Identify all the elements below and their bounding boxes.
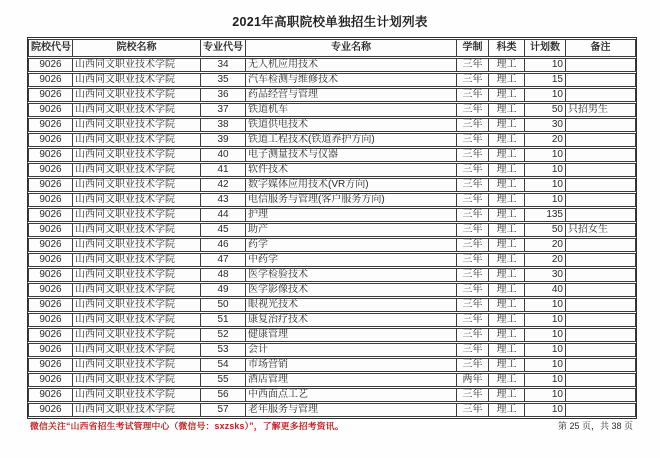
cell-plan-count: 10 <box>525 193 566 207</box>
cell-category: 理工 <box>489 358 525 372</box>
cell-major-name: 无人机应用技术 <box>246 58 457 72</box>
cell-major-code: 43 <box>201 193 246 207</box>
cell-remark <box>566 133 636 147</box>
page-title: 2021年高职院校单独招生计划列表 <box>232 15 428 29</box>
table-body <box>28 58 636 417</box>
cell-category: 理工 <box>489 313 525 327</box>
header-college-code: 院校代号 <box>28 39 73 57</box>
cell-college-name: 山西同文职业技术学院 <box>73 403 201 417</box>
cell-category: 理工 <box>489 58 525 72</box>
cell-major-code: 46 <box>201 238 246 252</box>
cell-college-code: 9026 <box>28 163 73 177</box>
header-major-name: 专业名称 <box>246 39 457 57</box>
cell-category: 理工 <box>489 388 525 402</box>
cell-major-name: 铁道供电技术 <box>246 118 457 132</box>
cell-duration: 三年 <box>457 88 489 102</box>
cell-college-name: 山西同文职业技术学院 <box>73 238 201 252</box>
cell-major-code: 37 <box>201 103 246 117</box>
cell-college-code: 9026 <box>28 178 73 192</box>
cell-college-code: 9026 <box>28 253 73 267</box>
cell-duration: 三年 <box>457 238 489 252</box>
cell-college-name: 山西同文职业技术学院 <box>73 58 201 72</box>
cell-major-code: 38 <box>201 118 246 132</box>
cell-duration: 三年 <box>457 118 489 132</box>
cell-major-code: 40 <box>201 148 246 162</box>
cell-major-code: 45 <box>201 223 246 237</box>
cell-remark <box>566 298 636 312</box>
cell-plan-count: 10 <box>525 373 566 387</box>
table-row <box>28 313 636 327</box>
cell-college-code: 9026 <box>28 373 73 387</box>
cell-remark <box>566 178 636 192</box>
cell-college-name: 山西同文职业技术学院 <box>73 343 201 357</box>
cell-major-name: 医学影像技术 <box>246 283 457 297</box>
table-row <box>28 58 636 72</box>
table-row <box>28 73 636 87</box>
cell-remark <box>566 358 636 372</box>
cell-major-name: 眼视光技术 <box>246 298 457 312</box>
cell-college-name: 山西同文职业技术学院 <box>73 253 201 267</box>
cell-duration: 三年 <box>457 403 489 417</box>
cell-college-name: 山西同文职业技术学院 <box>73 223 201 237</box>
table-row <box>28 388 636 402</box>
cell-major-name: 数字媒体应用技术(VR方向) <box>246 178 457 192</box>
cell-major-code: 50 <box>201 298 246 312</box>
cell-college-code: 9026 <box>28 298 73 312</box>
cell-category: 理工 <box>489 148 525 162</box>
cell-major-name: 药学 <box>246 238 457 252</box>
cell-college-code: 9026 <box>28 328 73 342</box>
cell-college-name: 山西同文职业技术学院 <box>73 358 201 372</box>
cell-plan-count: 20 <box>525 238 566 252</box>
cell-category: 理工 <box>489 163 525 177</box>
header-college-name: 院校名称 <box>73 39 201 57</box>
cell-remark <box>566 148 636 162</box>
cell-plan-count: 10 <box>525 313 566 327</box>
cell-plan-count: 40 <box>525 283 566 297</box>
cell-remark <box>566 373 636 387</box>
header-plan-count: 计划数 <box>525 39 566 57</box>
cell-remark <box>566 163 636 177</box>
cell-college-name: 山西同文职业技术学院 <box>73 178 201 192</box>
table-row <box>28 343 636 357</box>
cell-duration: 三年 <box>457 163 489 177</box>
cell-category: 理工 <box>489 268 525 282</box>
cell-college-code: 9026 <box>28 133 73 147</box>
table-row <box>28 103 636 117</box>
cell-remark: 只招女生 <box>566 223 636 237</box>
cell-plan-count: 20 <box>525 133 566 147</box>
cell-category: 理工 <box>489 178 525 192</box>
cell-duration: 三年 <box>457 133 489 147</box>
cell-remark <box>566 88 636 102</box>
cell-college-name: 山西同文职业技术学院 <box>73 103 201 117</box>
cell-plan-count: 30 <box>525 118 566 132</box>
cell-remark <box>566 193 636 207</box>
cell-college-name: 山西同文职业技术学院 <box>73 268 201 282</box>
cell-major-code: 52 <box>201 328 246 342</box>
cell-college-name: 山西同文职业技术学院 <box>73 148 201 162</box>
cell-college-code: 9026 <box>28 208 73 222</box>
cell-college-name: 山西同文职业技术学院 <box>73 73 201 87</box>
cell-duration: 三年 <box>457 343 489 357</box>
cell-major-code: 55 <box>201 373 246 387</box>
cell-plan-count: 135 <box>525 208 566 222</box>
cell-major-name: 市场营销 <box>246 358 457 372</box>
cell-remark <box>566 388 636 402</box>
table-row <box>28 88 636 102</box>
cell-remark <box>566 313 636 327</box>
cell-duration: 三年 <box>457 193 489 207</box>
cell-plan-count: 10 <box>525 298 566 312</box>
table-row <box>28 358 636 372</box>
cell-major-name: 康复治疗技术 <box>246 313 457 327</box>
cell-college-name: 山西同文职业技术学院 <box>73 283 201 297</box>
cell-remark <box>566 283 636 297</box>
cell-plan-count: 15 <box>525 73 566 87</box>
cell-college-code: 9026 <box>28 403 73 417</box>
cell-plan-count: 10 <box>525 58 566 72</box>
cell-plan-count: 10 <box>525 388 566 402</box>
table-row <box>28 238 636 252</box>
cell-category: 理工 <box>489 118 525 132</box>
cell-college-name: 山西同文职业技术学院 <box>73 133 201 147</box>
table-row <box>28 178 636 192</box>
cell-category: 理工 <box>489 193 525 207</box>
cell-duration: 三年 <box>457 268 489 282</box>
cell-major-name: 电信服务与管理(客户服务方向) <box>246 193 457 207</box>
cell-remark <box>566 253 636 267</box>
cell-plan-count: 10 <box>525 148 566 162</box>
table-row <box>28 133 636 147</box>
cell-college-name: 山西同文职业技术学院 <box>73 118 201 132</box>
cell-category: 理工 <box>489 103 525 117</box>
cell-major-code: 39 <box>201 133 246 147</box>
table-row <box>28 193 636 207</box>
cell-college-code: 9026 <box>28 73 73 87</box>
cell-category: 理工 <box>489 343 525 357</box>
cell-college-name: 山西同文职业技术学院 <box>73 388 201 402</box>
cell-category: 理工 <box>489 373 525 387</box>
table-row <box>28 208 636 222</box>
cell-remark <box>566 118 636 132</box>
cell-college-code: 9026 <box>28 58 73 72</box>
table-row <box>28 118 636 132</box>
table-row <box>28 268 636 282</box>
cell-remark <box>566 58 636 72</box>
cell-major-name: 会计 <box>246 343 457 357</box>
cell-remark <box>566 268 636 282</box>
cell-major-code: 41 <box>201 163 246 177</box>
cell-remark <box>566 343 636 357</box>
cell-major-code: 51 <box>201 313 246 327</box>
cell-category: 理工 <box>489 328 525 342</box>
cell-major-code: 44 <box>201 208 246 222</box>
cell-major-name: 软件技术 <box>246 163 457 177</box>
table-header-row <box>28 39 636 57</box>
cell-college-code: 9026 <box>28 283 73 297</box>
cell-remark <box>566 73 636 87</box>
cell-plan-count: 30 <box>525 268 566 282</box>
cell-college-code: 9026 <box>28 193 73 207</box>
table-row <box>28 403 636 417</box>
cell-plan-count: 20 <box>525 253 566 267</box>
cell-duration: 三年 <box>457 283 489 297</box>
cell-duration: 三年 <box>457 103 489 117</box>
cell-major-code: 49 <box>201 283 246 297</box>
cell-college-code: 9026 <box>28 148 73 162</box>
cell-category: 理工 <box>489 88 525 102</box>
cell-major-name: 中西面点工艺 <box>246 388 457 402</box>
cell-major-name: 铁道机车 <box>246 103 457 117</box>
cell-major-code: 54 <box>201 358 246 372</box>
cell-plan-count: 10 <box>525 163 566 177</box>
table-row <box>28 328 636 342</box>
page-indicator: 第 25 页，共 38 页 <box>557 421 633 431</box>
cell-college-name: 山西同文职业技术学院 <box>73 373 201 387</box>
cell-college-name: 山西同文职业技术学院 <box>73 313 201 327</box>
cell-duration: 三年 <box>457 178 489 192</box>
cell-category: 理工 <box>489 133 525 147</box>
cell-college-name: 山西同文职业技术学院 <box>73 88 201 102</box>
cell-college-code: 9026 <box>28 313 73 327</box>
cell-college-code: 9026 <box>28 388 73 402</box>
header-duration: 学制 <box>457 39 489 57</box>
cell-major-name: 酒店管理 <box>246 373 457 387</box>
cell-duration: 三年 <box>457 58 489 72</box>
table-row <box>28 253 636 267</box>
cell-major-code: 56 <box>201 388 246 402</box>
cell-plan-count: 10 <box>525 403 566 417</box>
cell-college-code: 9026 <box>28 118 73 132</box>
cell-major-code: 57 <box>201 403 246 417</box>
cell-category: 理工 <box>489 253 525 267</box>
header-category: 科类 <box>489 39 525 57</box>
cell-major-code: 53 <box>201 343 246 357</box>
cell-major-name: 铁道工程技术(铁道养护方向) <box>246 133 457 147</box>
cell-college-code: 9026 <box>28 223 73 237</box>
cell-category: 理工 <box>489 238 525 252</box>
cell-duration: 三年 <box>457 298 489 312</box>
cell-college-name: 山西同文职业技术学院 <box>73 193 201 207</box>
cell-major-name: 汽车检测与维修技术 <box>246 73 457 87</box>
cell-plan-count: 10 <box>525 343 566 357</box>
table-row <box>28 148 636 162</box>
cell-plan-count: 50 <box>525 103 566 117</box>
cell-remark <box>566 238 636 252</box>
cell-college-name: 山西同文职业技术学院 <box>73 163 201 177</box>
table-row <box>28 163 636 177</box>
cell-duration: 三年 <box>457 223 489 237</box>
cell-college-name: 山西同文职业技术学院 <box>73 298 201 312</box>
cell-remark <box>566 208 636 222</box>
cell-duration: 三年 <box>457 148 489 162</box>
cell-remark: 只招男生 <box>566 103 636 117</box>
cell-plan-count: 50 <box>525 223 566 237</box>
cell-major-code: 42 <box>201 178 246 192</box>
table-row <box>28 223 636 237</box>
cell-category: 理工 <box>489 208 525 222</box>
cell-plan-count: 10 <box>525 358 566 372</box>
header-major-code: 专业代号 <box>201 39 246 57</box>
header-remark: 备注 <box>566 39 636 57</box>
cell-college-name: 山西同文职业技术学院 <box>73 208 201 222</box>
cell-major-code: 35 <box>201 73 246 87</box>
wechat-footer-note: 微信关注“山西省招生考试管理中心（微信号：sxzsks）”，了解更多招考资讯。 <box>30 421 344 431</box>
cell-plan-count: 10 <box>525 88 566 102</box>
cell-major-name: 药品经营与管理 <box>246 88 457 102</box>
table-row <box>28 298 636 312</box>
cell-college-code: 9026 <box>28 343 73 357</box>
cell-major-name: 中药学 <box>246 253 457 267</box>
cell-major-name: 护理 <box>246 208 457 222</box>
cell-college-code: 9026 <box>28 103 73 117</box>
cell-college-code: 9026 <box>28 88 73 102</box>
cell-major-name: 助产 <box>246 223 457 237</box>
table-row <box>28 373 636 387</box>
cell-major-name: 健康管理 <box>246 328 457 342</box>
cell-major-code: 34 <box>201 58 246 72</box>
cell-remark <box>566 403 636 417</box>
cell-category: 理工 <box>489 223 525 237</box>
cell-category: 理工 <box>489 403 525 417</box>
cell-major-code: 48 <box>201 268 246 282</box>
cell-plan-count: 10 <box>525 178 566 192</box>
cell-remark <box>566 328 636 342</box>
cell-duration: 三年 <box>457 358 489 372</box>
enrollment-plan-table <box>27 37 637 419</box>
cell-major-code: 47 <box>201 253 246 267</box>
cell-college-code: 9026 <box>28 358 73 372</box>
cell-college-code: 9026 <box>28 268 73 282</box>
cell-college-name: 山西同文职业技术学院 <box>73 328 201 342</box>
cell-duration: 三年 <box>457 388 489 402</box>
cell-major-code: 36 <box>201 88 246 102</box>
cell-major-name: 电子测量技术与仪器 <box>246 148 457 162</box>
cell-plan-count: 10 <box>525 328 566 342</box>
cell-duration: 三年 <box>457 208 489 222</box>
cell-category: 理工 <box>489 283 525 297</box>
cell-duration: 三年 <box>457 73 489 87</box>
cell-major-name: 医学检验技术 <box>246 268 457 282</box>
cell-duration: 三年 <box>457 328 489 342</box>
cell-college-code: 9026 <box>28 238 73 252</box>
cell-major-name: 老年服务与管理 <box>246 403 457 417</box>
table-row <box>28 283 636 297</box>
cell-duration: 两年 <box>457 373 489 387</box>
cell-duration: 三年 <box>457 313 489 327</box>
cell-category: 理工 <box>489 298 525 312</box>
cell-category: 理工 <box>489 73 525 87</box>
cell-duration: 三年 <box>457 253 489 267</box>
